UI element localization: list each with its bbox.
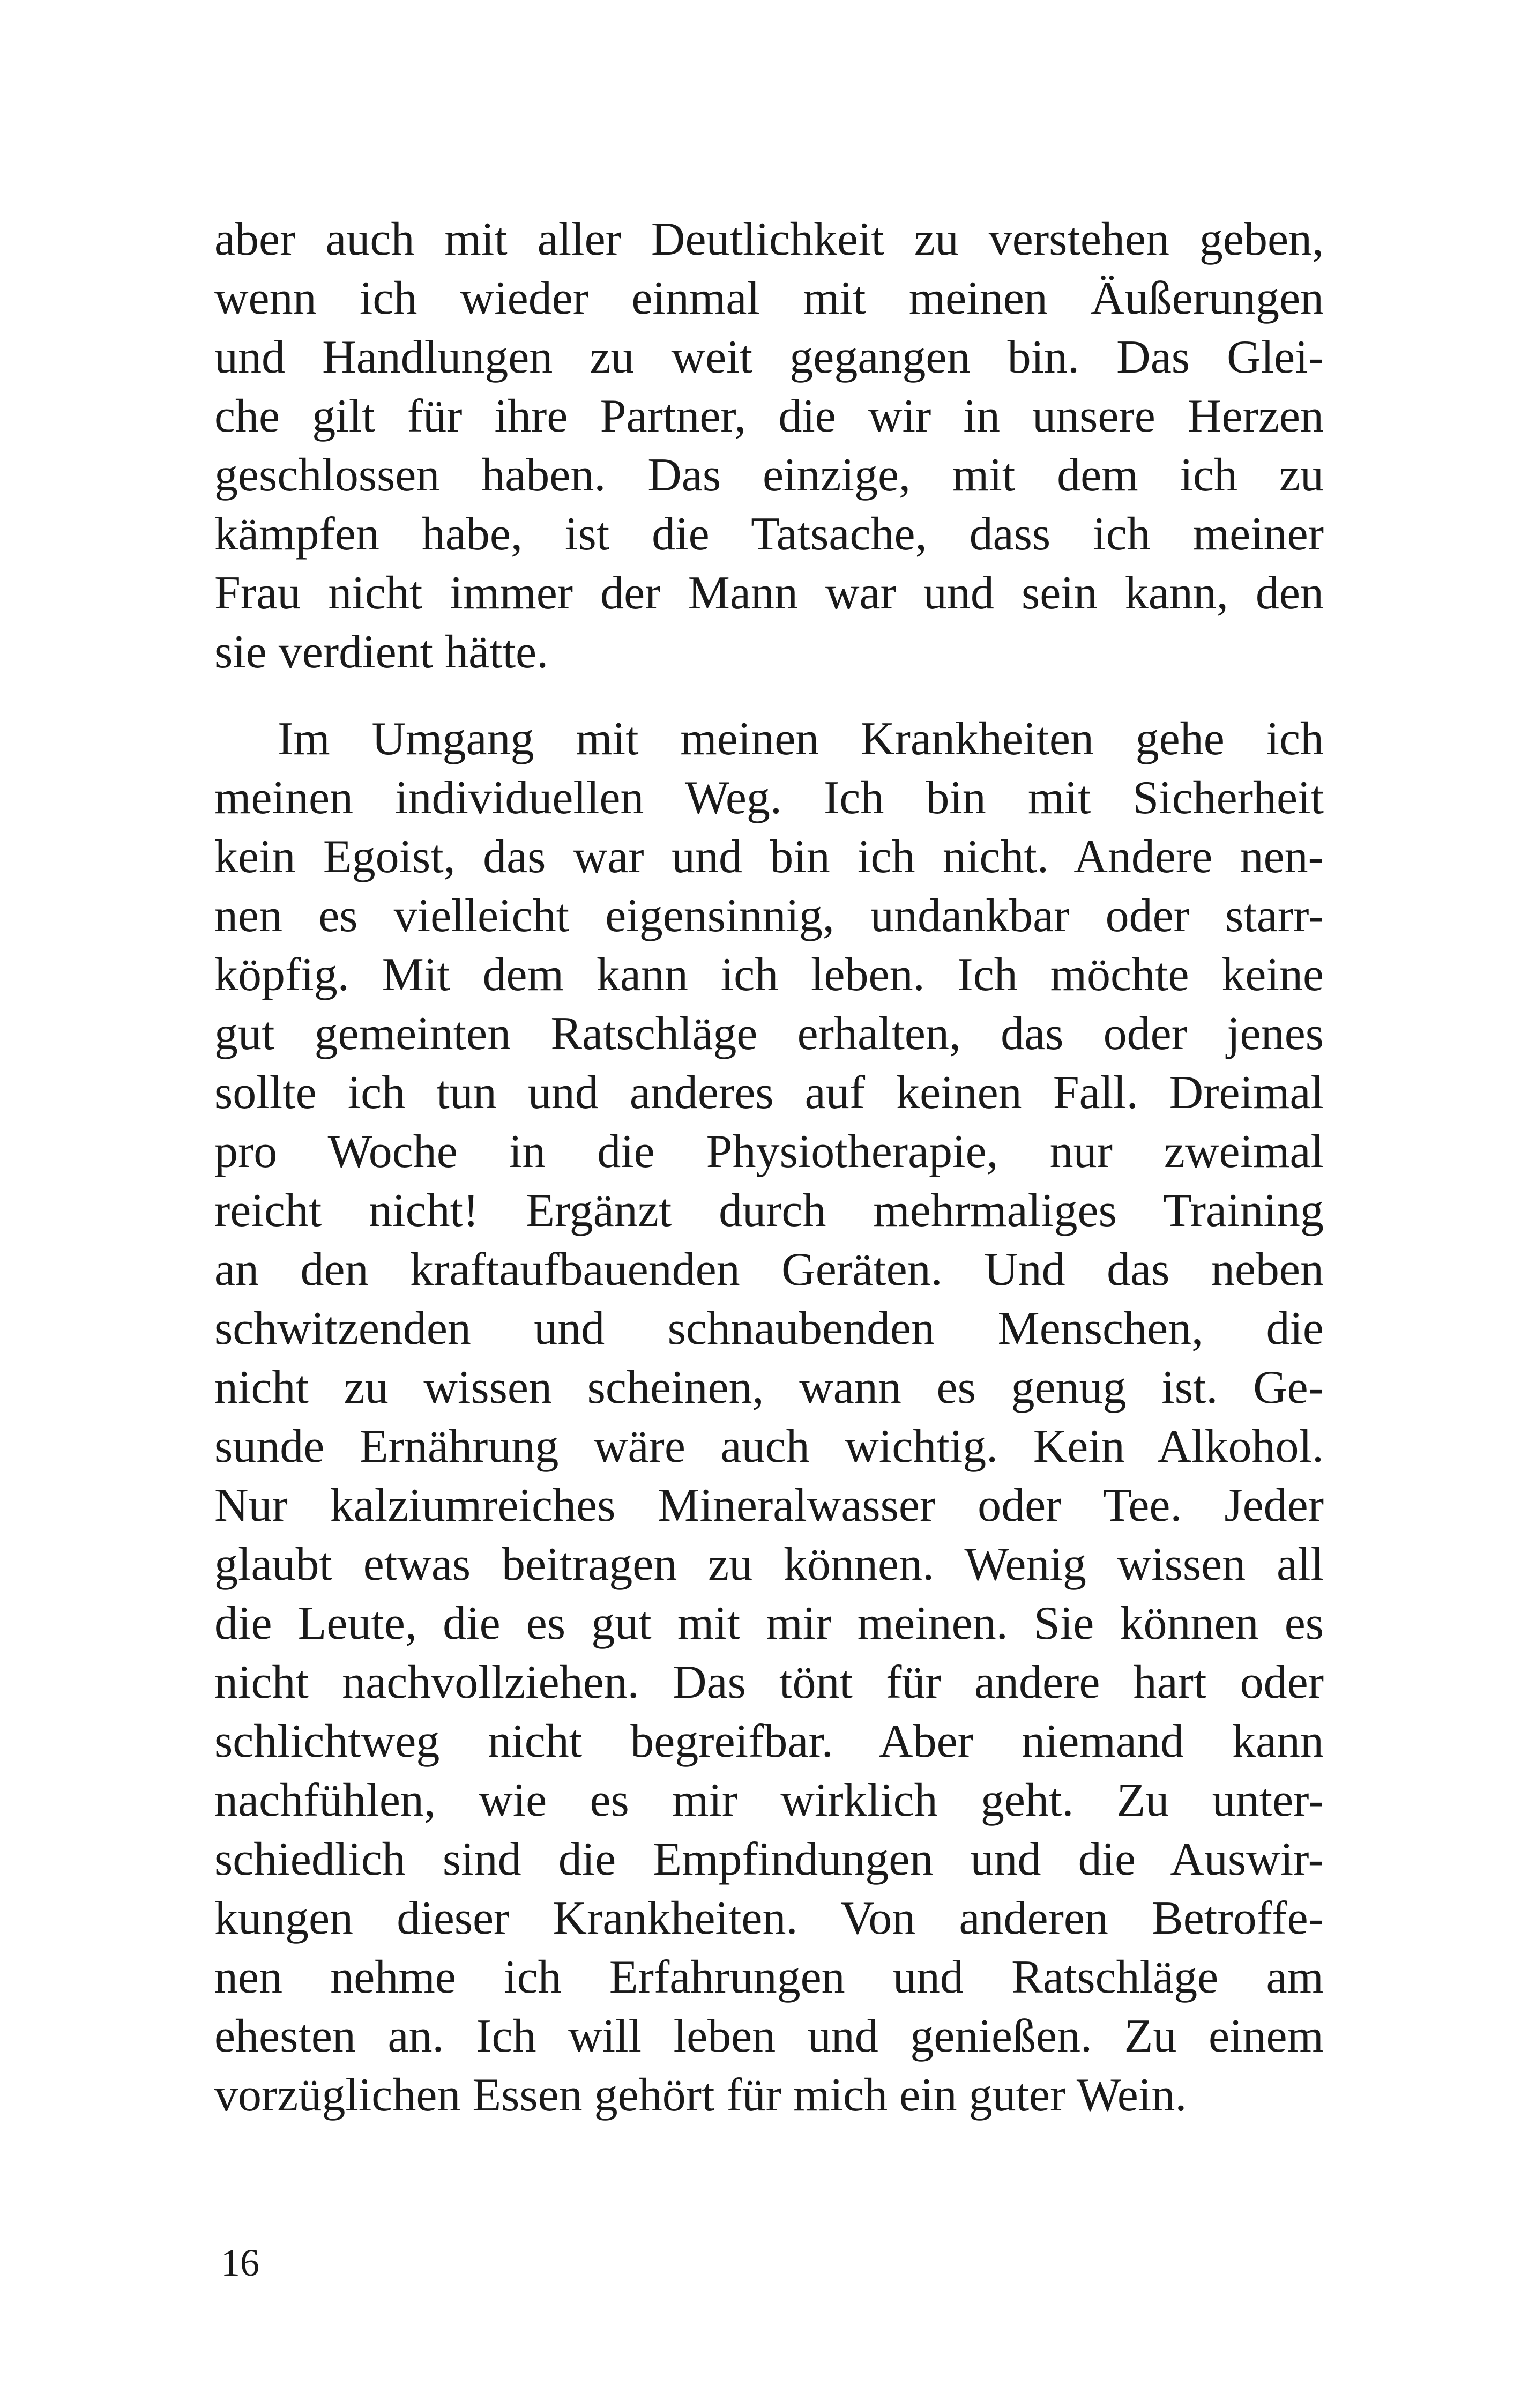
text-line: sollte ich tun und anderes auf keinen Fall. Dreimal — [214, 1067, 1324, 1119]
text-line: Nur kalziumreiches Mineralwasser oder Tee. Jeder — [214, 1480, 1324, 1532]
text-line: meinen individuellen Weg. Ich bin mit Sicherheit — [214, 772, 1324, 824]
text-line: Frau nicht immer der Mann war und sein kann, den — [214, 567, 1324, 619]
text-line: Im Umgang mit meinen Krankheiten gehe ich — [278, 713, 1324, 765]
text-line: köpfig. Mit dem kann ich leben. Ich möchte keine — [214, 949, 1324, 1001]
text-line: glaubt etwas beitragen zu können. Wenig wissen all — [214, 1539, 1324, 1591]
text-line: nicht zu wissen scheinen, wann es genug ist. Ge- — [214, 1362, 1324, 1414]
text-line: schlichtweg nicht begreifbar. Aber niemand kann — [214, 1715, 1324, 1767]
text-line: reicht nicht! Ergänzt durch mehrmaliges Training — [214, 1185, 1324, 1237]
text-line: die Leute, die es gut mit mir meinen. Sie können es — [214, 1597, 1324, 1649]
body-text — [214, 210, 1324, 2125]
text-line: nachfühlen, wie es mir wirklich geht. Zu unter- — [214, 1774, 1324, 1826]
text-line: che gilt für ihre Partner, die wir in unsere Herzen — [214, 390, 1324, 442]
text-line: sie verdient hätte. — [214, 626, 549, 678]
paragraph-1 — [214, 210, 1324, 682]
text-line: vorzüglichen Essen gehört für mich ein guter Wein. — [214, 2069, 1187, 2121]
text-line: wenn ich wieder einmal mit meinen Äußerungen — [214, 272, 1324, 324]
text-line: nen nehme ich Erfahrungen und Ratschläge am — [214, 1951, 1324, 2003]
text-line: nicht nachvollziehen. Das tönt für andere hart oder — [214, 1656, 1324, 1708]
text-line: aber auch mit aller Deutlichkeit zu verstehen geben, — [214, 213, 1324, 265]
text-line: sunde Ernährung wäre auch wichtig. Kein Alkohol. — [214, 1421, 1324, 1473]
text-line: kein Egoist, das war und bin ich nicht. Andere nen- — [214, 831, 1324, 883]
text-line: pro Woche in die Physiotherapie, nur zweimal — [214, 1126, 1324, 1178]
text-line: schiedlich sind die Empfindungen und die Auswir- — [214, 1833, 1324, 1885]
text-line: kungen dieser Krankheiten. Von anderen Betroffe- — [214, 1892, 1324, 1944]
text-line: gut gemeinten Ratschläge erhalten, das oder jenes — [214, 1008, 1324, 1060]
paragraph-2 — [214, 710, 1324, 2125]
text-line: schwitzenden und schnaubenden Menschen, die — [214, 1303, 1324, 1355]
text-line: ehesten an. Ich will leben und genießen. Zu einem — [214, 2010, 1324, 2062]
page-number: 16 — [221, 2241, 259, 2284]
text-line: kämpfen habe, ist die Tatsache, dass ich meiner — [214, 508, 1324, 560]
text-line: nen es vielleicht eigensinnig, undankbar oder starr- — [214, 890, 1324, 942]
text-line: geschlossen haben. Das einzige, mit dem ich zu — [214, 449, 1324, 501]
text-line: und Handlungen zu weit gegangen bin. Das Glei- — [214, 331, 1324, 383]
text-line: an den kraftaufbauenden Geräten. Und das neben — [214, 1244, 1324, 1296]
